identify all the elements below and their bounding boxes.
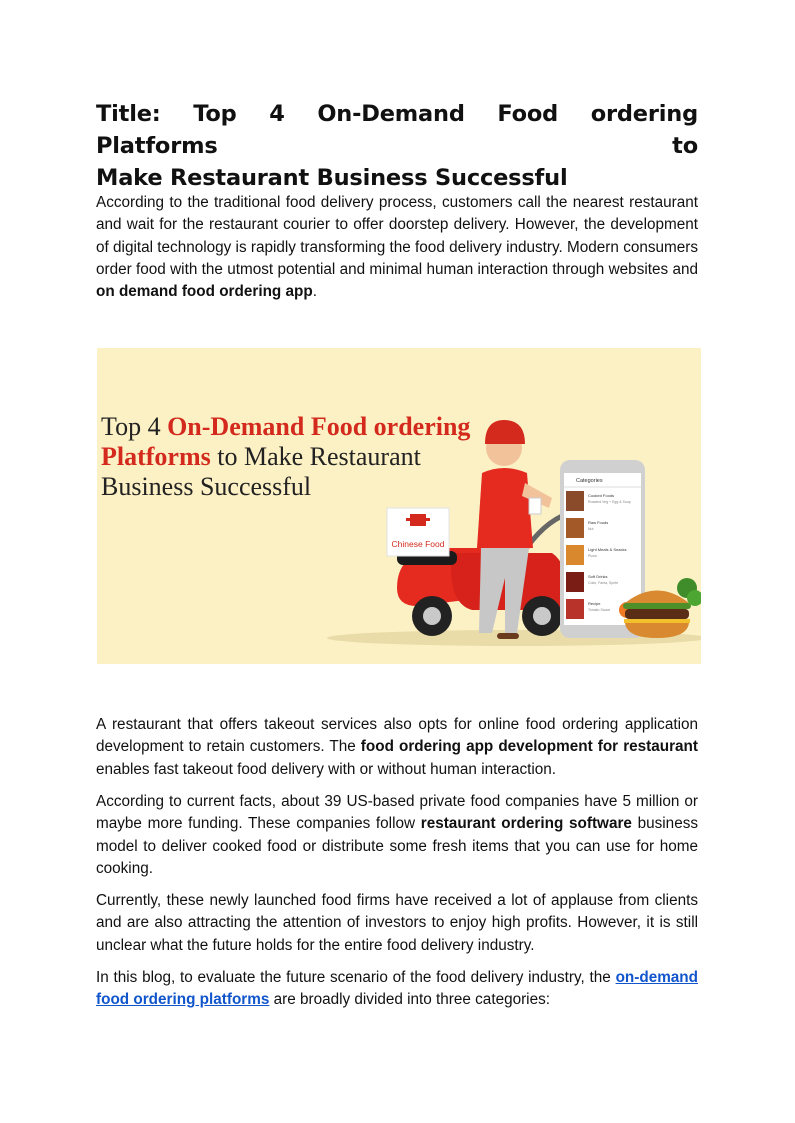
intro-text: According to the traditional food delivery process, customers call the nearest restaurant and wait for the restaurant courier to offer doorstep delivery. However, the development of digital technology is rapidly transforming the food delivery industry. Modern consumers order food with the utmost potential and minimal human interaction through websites and (96, 194, 698, 278)
p5-text-b: are broadly divided into three categories: (269, 991, 550, 1009)
phone-item-sub: Coke, Fanta, Sprite (588, 581, 619, 585)
phone-item-title: Raw Foods (588, 520, 609, 525)
document-page (96, 98, 698, 1009)
hero-banner-image (97, 348, 701, 664)
p2-text-b: enables fast takeout food delivery with or without human interaction. (96, 760, 557, 778)
intro-paragraph (96, 192, 698, 303)
p3-text-a: According to current facts, about 39 US-based private food companies have 5 million or maybe more funding. These companies follow (96, 793, 698, 833)
intro-end: . (312, 283, 317, 301)
hero-line1-red: On-Demand Food ordering (167, 412, 471, 441)
phone-item-sub: Roasted Veg + Egg & Soup (588, 500, 631, 504)
phone-item-sub: Nut (588, 527, 594, 531)
hero-headline (101, 412, 470, 502)
phone-item-sub: Pizza (588, 554, 597, 558)
title-line-1: Title: Top 4 On-Demand Food ordering Platforms to (96, 101, 698, 159)
p2-bold: food ordering app development for restaurant (360, 738, 698, 756)
food-box-label: Chinese Food (391, 539, 445, 549)
phone-item-title: Light Meals & Snacks (588, 547, 627, 552)
phone-header: Categories (576, 478, 603, 484)
paragraph-takeout (96, 714, 698, 781)
platforms-link[interactable]: on-demand food ordering platforms (96, 969, 698, 1009)
phone-item-title: Cooked Foods (588, 493, 615, 498)
title-line-2: Make Restaurant Business Successful (96, 165, 568, 191)
food-box-icon (387, 508, 449, 556)
document-title (96, 98, 698, 194)
p3-bold: restaurant ordering software (420, 815, 632, 833)
hero-line3-plain: Business Successful (101, 472, 312, 501)
paragraph-categories (96, 967, 698, 1012)
paragraph-funding (96, 791, 698, 880)
p2-text-a: A restaurant that offers takeout services also opts for online food ordering application development to retain customers. The (96, 716, 698, 756)
intro-bold: on demand food ordering app (96, 283, 313, 301)
p4-text: Currently, these newly launched food firms have received a lot of applause from clients and are also attracting the attention of investors to enjoy high profits. However, it is still unclear what the future holds for the entire food delivery industry. (96, 892, 698, 954)
phone-item-title: Recipe (588, 601, 601, 606)
phone-item-title: Soft Drinks (588, 574, 608, 579)
phone-item-sub: Tomato Sauce (588, 608, 611, 612)
hero-line2-plain: to Make Restaurant (210, 442, 421, 471)
hero-line2-red: Platforms (101, 442, 211, 471)
hero-line1-plain: Top 4 (101, 412, 168, 441)
paragraph-investors (96, 890, 698, 957)
p5-text-a: In this blog, to evaluate the future scenario of the food delivery industry, the (96, 969, 616, 986)
p3-text-b: business model to deliver cooked food or distribute some fresh items that you can use for home cooking. (96, 815, 698, 877)
hero-illustration (97, 348, 701, 664)
